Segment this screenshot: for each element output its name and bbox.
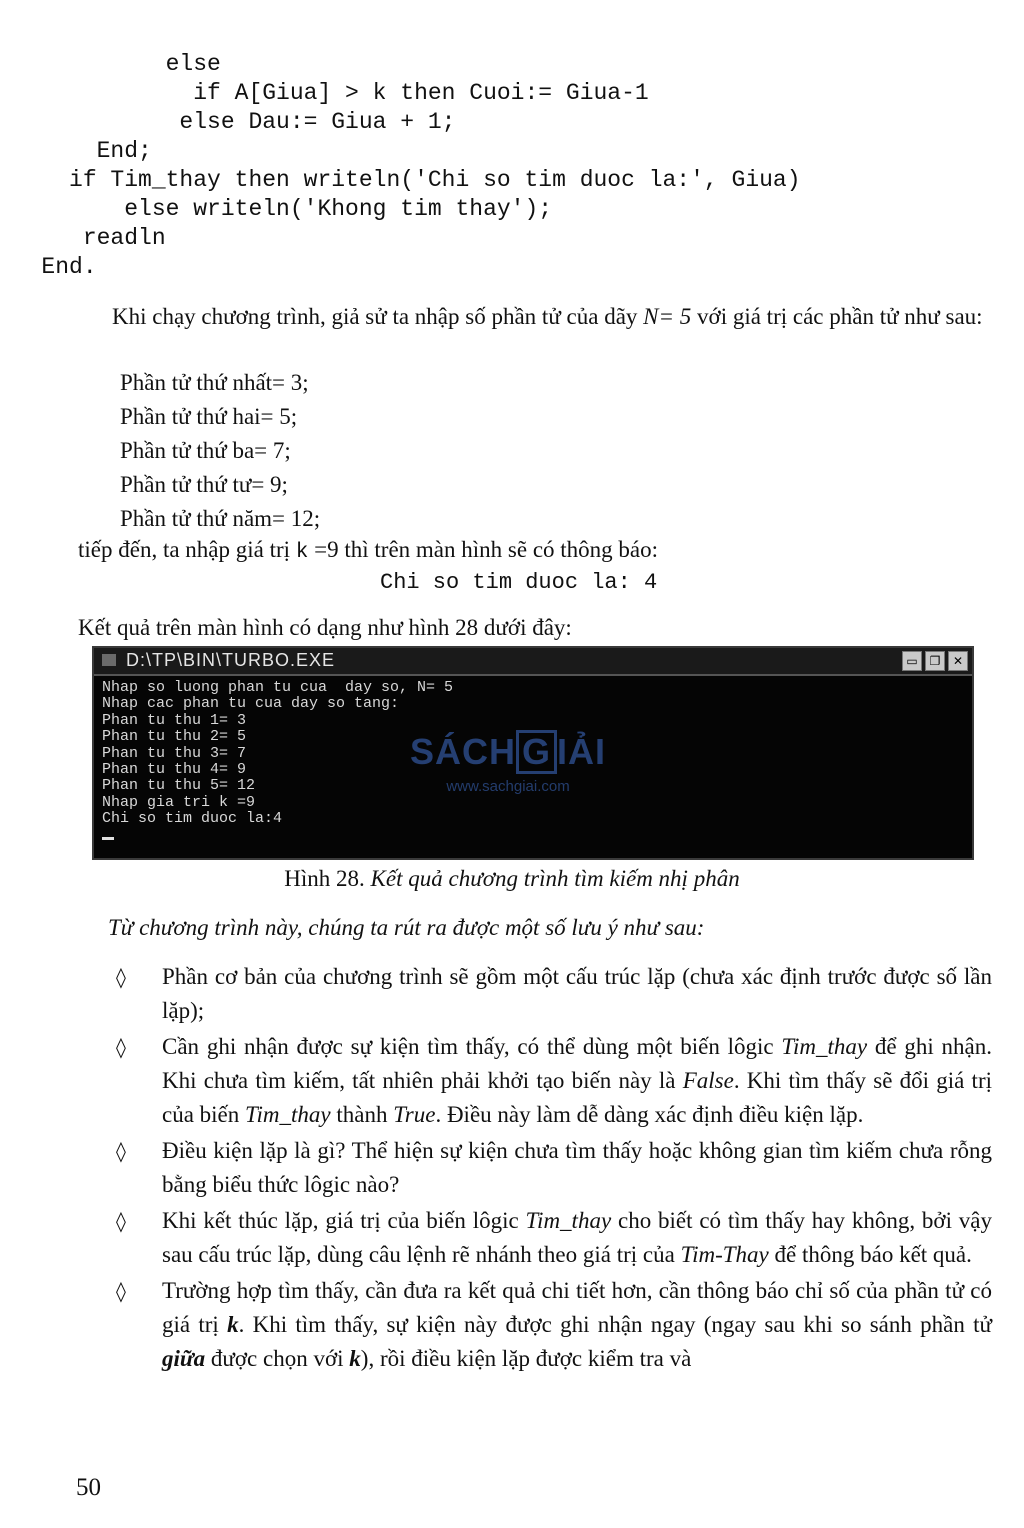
list-item: ◊ Trường hợp tìm thấy, cần đưa ra kết quả chi tiết hơn, cần thông báo chỉ số của phần tử có giá trị k. Khi tìm thấy, sự kiện này được ghi nhận ngay (ngay sau khi so sánh phần tử giữa được chọn với k), rồi điều kiện lặp được kiểm tra và [110, 1274, 992, 1376]
figure-intro: Kết quả trên màn hình có dạng như hình 28 dưới đây: [78, 615, 572, 640]
result-message: Chi so tim duoc la: 4 [380, 570, 658, 595]
watermark-logo: SÁCH G IẢI [410, 731, 607, 772]
notes-lead: Từ chương trình này, chúng ta rút ra được một số lưu ý như sau: [108, 915, 705, 940]
terminal-line: Phan tu thu 5= 12 [102, 777, 256, 795]
watermark [410, 730, 606, 795]
terminal-line: Nhap so luong phan tu cua day so, N= 5 [102, 679, 454, 696]
code-listing [0, 50, 801, 282]
minimize-icon[interactable]: ▭ [902, 651, 922, 671]
terminal-line: Nhap gia tri k =9 [102, 793, 256, 811]
diamond-icon: ◊ [116, 1209, 126, 1233]
code-line: End; [0, 138, 152, 164]
figure-caption: Hình 28. Kết quả chương trình tìm kiếm nhị phân [284, 866, 740, 891]
element-list [120, 366, 320, 536]
terminal-line: Phan tu thu 4= 9 [102, 761, 247, 779]
notes-list [110, 960, 992, 1378]
list-item: Phần tử thứ tư= 9; [120, 472, 288, 497]
code-line: else Dau:= Giua + 1; [0, 109, 456, 135]
terminal-line: Nhap cac phan tu cua day so tang: [102, 695, 400, 713]
diamond-icon: ◊ [116, 1139, 126, 1163]
terminal-line: Phan tu thu 3= 7 [102, 744, 247, 762]
intro-paragraph: Khi chạy chương trình, giả sử ta nhập số phần tử của dãy N= 5 với giá trị các phần tử như sau: [112, 304, 983, 329]
k-input-line: tiếp đến, ta nhập giá trị k =9 thì trên màn hình sẽ có thông báo: [78, 537, 659, 564]
list-item: ◊ Điều kiện lặp là gì? Thể hiện sự kiện chưa tìm thấy hoặc không gian tìm kiếm chưa rỗng bằng biểu thức lôgic nào? [110, 1134, 992, 1202]
code-line: readln [0, 225, 166, 251]
code-line: else [0, 51, 221, 77]
terminal-titlebar [94, 648, 972, 676]
code-line: else writeln('Khong tim thay'); [0, 196, 553, 222]
list-item: Phần tử thứ năm= 12; [120, 506, 321, 531]
restore-icon[interactable]: ❐ [925, 651, 945, 671]
list-item: Phần tử thứ ba= 7; [120, 438, 291, 463]
terminal-title: D:\TP\BIN\TURBO.EXE [126, 650, 336, 670]
list-item: Phần tử thứ hai= 5; [120, 404, 298, 429]
list-item: Phần tử thứ nhất= 3; [120, 370, 309, 395]
code-line: if Tim_thay then writeln('Chi so tim duoc la:', Giua) [0, 167, 801, 193]
diamond-icon: ◊ [116, 1279, 126, 1303]
close-icon[interactable]: ✕ [948, 651, 968, 671]
code-line: if A[Giua] > k then Cuoi:= Giua-1 [0, 80, 649, 106]
watermark-url: www.sachgiai.com [446, 778, 570, 795]
diamond-icon: ◊ [116, 1035, 126, 1059]
terminal-line: Phan tu thu 1= 3 [102, 711, 247, 729]
n-value: N= 5 [643, 304, 692, 329]
terminal-cursor [102, 837, 114, 840]
list-item: ◊ Phần cơ bản của chương trình sẽ gồm một cấu trúc lặp (chưa xác định trước được số lần lặp); [110, 960, 992, 1028]
code-line: End. [0, 254, 97, 280]
diamond-icon: ◊ [116, 965, 126, 989]
system-menu-icon[interactable] [102, 654, 116, 666]
terminal-line: Phan tu thu 2= 5 [102, 728, 247, 746]
terminal-line: Chi so tim duoc la:4 [102, 810, 283, 828]
page-number: 50 [76, 1474, 101, 1501]
list-item: ◊ Khi kết thúc lặp, giá trị của biến lôgic Tim_thay cho biết có tìm thấy hay không, bởi vậy sau cấu trúc lặp, dùng câu lệnh rẽ nhánh theo giá trị của Tim-Thay để thông báo kết quả. [110, 1204, 992, 1272]
list-item: ◊ Cần ghi nhận được sự kiện tìm thấy, có thể dùng một biến lôgic Tim_thay để ghi nhận. Khi chưa tìm kiếm, tất nhiên phải khởi tạo biến này là False. Khi tìm thấy sẽ đổi giá trị của biến Tim_thay thành True. Điều này làm dễ dàng xác định điều kiện lặp. [110, 1030, 992, 1132]
